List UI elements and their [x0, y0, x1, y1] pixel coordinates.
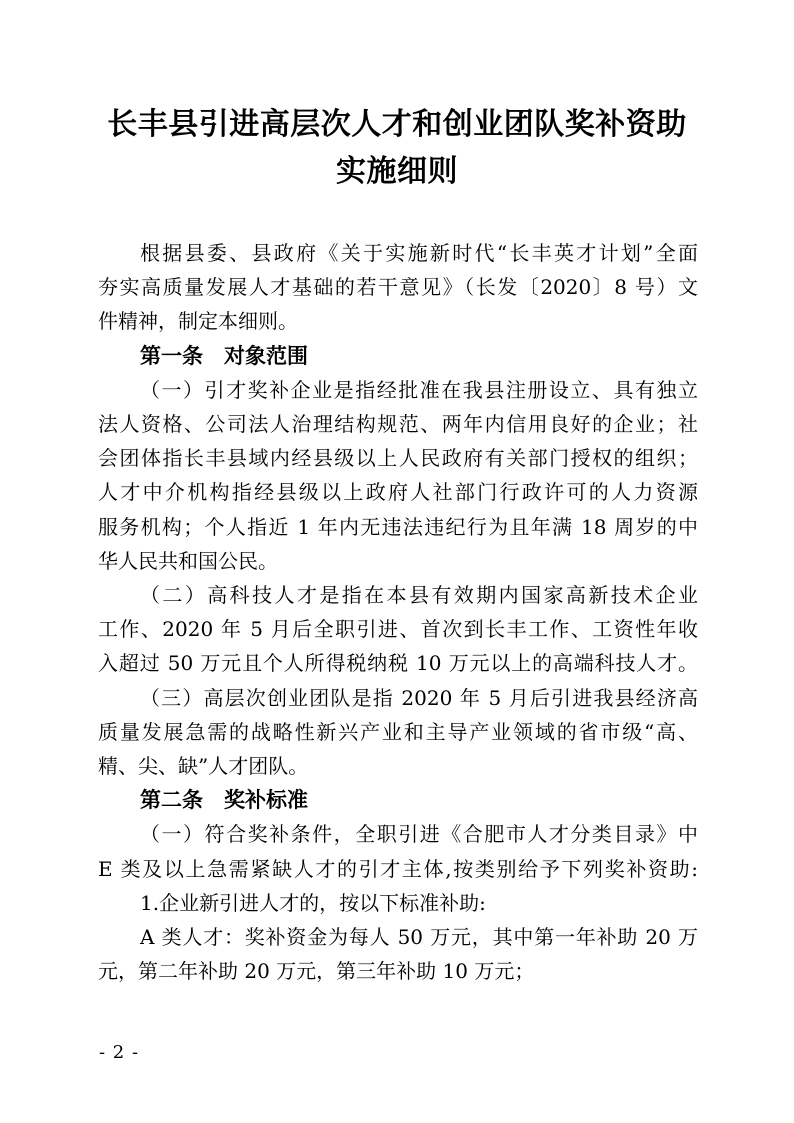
text-line: 法人资格、公司法人治理结构规范、两年内信用良好的企业；社 [98, 412, 698, 437]
text-line: （一）引才奖补企业是指经批准在我县注册设立、具有独立 [140, 377, 698, 402]
text-line: 1.企业新引进人才的，按以下标准补助: [140, 890, 486, 915]
title-line: 长丰县引进高层次人才和创业团队奖补资助 [107, 107, 687, 142]
page-number: - 2 - [99, 1042, 140, 1063]
text-line: 精、尖、缺”人才团队。 [98, 754, 309, 779]
text-line: 根据县委、县政府《关于实施新时代“长丰英才计划”全面 [140, 241, 698, 265]
title-line: 实施细则 [336, 154, 458, 189]
document-title [0, 101, 794, 195]
text-line: A 类人才：奖补资金为每人 50 万元，其中第一年补助 20 万 [140, 925, 698, 950]
text-line: 服务机构；个人指近 1 年内无违法违纪行为且年满 18 周岁的中 [98, 514, 698, 539]
section-heading: 第一条 对象范围 [140, 343, 308, 368]
text-line: （三）高层次创业团队是指 2020 年 5 月后引进我县经济高 [140, 685, 698, 710]
text-line: 质量发展急需的战略性新兴产业和主导产业领域的省市级“高、 [98, 719, 698, 744]
text-line: 工作、2020 年 5 月后全职引进、首次到长丰工作、工资性年收 [98, 617, 698, 642]
text-line: 华人民共和国公民。 [98, 548, 278, 573]
section-heading: 第二条 奖补标准 [140, 788, 308, 813]
text-line: （二）高科技人才是指在本县有效期内国家高新技术企业 [140, 583, 698, 608]
text-line: 夯实高质量发展人才基础的若干意见》（长发〔2020〕8 号）文 [98, 275, 698, 300]
text-line: 会团体指长丰县域内经县级以上人民政府有关部门授权的组织； [98, 446, 698, 471]
text-line: 件精神，制定本细则。 [98, 309, 298, 334]
text-line: 入超过 50 万元且个人所得税纳税 10 万元以上的高端科技人才。 [98, 651, 698, 676]
text-line: E 类及以上急需紧缺人才的引才主体,按类别给予下列奖补资助: [98, 856, 698, 881]
document-body [98, 236, 698, 988]
text-line: 元，第二年补助 20 万元，第三年补助 10 万元； [98, 959, 535, 984]
text-line: 人才中介机构指经县级以上政府人社部门行政许可的人力资源 [98, 480, 698, 505]
text-line: （一）符合奖补条件，全职引进《合肥市人才分类目录》中 [140, 822, 698, 847]
